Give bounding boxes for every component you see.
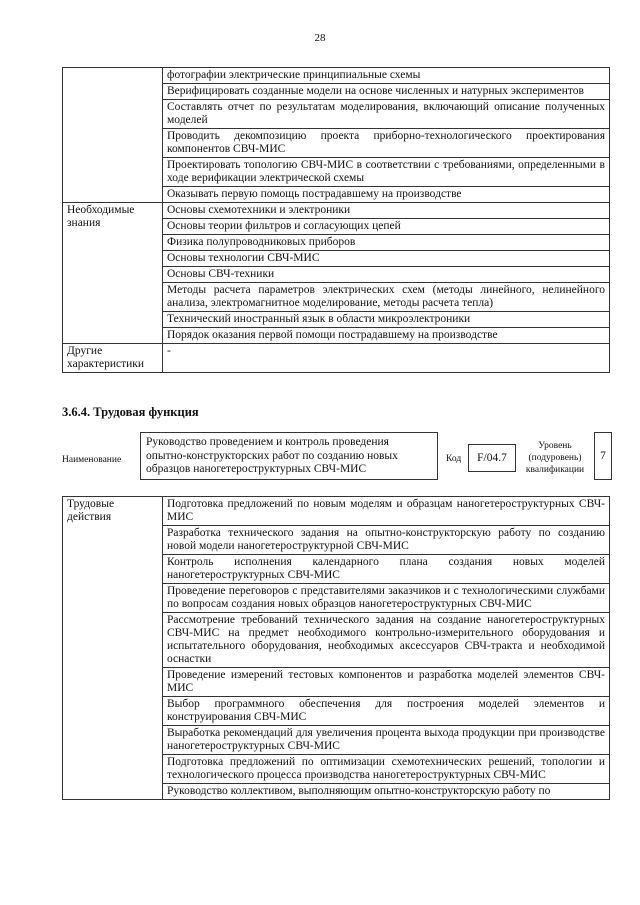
row-text: - <box>163 344 610 373</box>
row-text: Составлять отчет по результатам моделирования, включающий описание полученных моделей <box>163 100 610 129</box>
row-text: Физика полупроводниковых приборов <box>163 235 610 251</box>
row-group-label: Необходимые знания <box>63 203 163 344</box>
table-row <box>63 68 610 84</box>
row-group-label: Трудовые действия <box>63 497 163 800</box>
function-name-box: Руководство проведением и контроль проведения опытно-конструкторских работ по созданию новых образцов наногетероструктурных СВЧ-МИС <box>140 432 438 480</box>
row-text: Контроль исполнения календарного плана создания новых моделей наногетероструктурных СВЧ-МИС <box>163 555 610 584</box>
row-text: фотографии электрические принципиальные схемы <box>163 68 610 84</box>
skills-knowledge-table <box>62 67 610 373</box>
row-text: Верифицировать созданные модели на основе численных и натурных экспериментов <box>163 84 610 100</box>
row-text: Выбор программного обеспечения для построения моделей элементов и конструирования СВЧ-МИС <box>163 697 610 726</box>
row-text: Основы теории фильтров и согласующих цепей <box>163 219 610 235</box>
labor-actions-table <box>62 496 610 800</box>
row-text: Разработка технического задания на опытно-конструкторскую работу по созданию новой модели наногетероструктурной СВЧ-МИС <box>163 526 610 555</box>
row-text: Проведение переговоров с представителями заказчиков и с технологическими службами по вопросам создания новых образцов наногетероструктурных СВЧ-МИС <box>163 584 610 613</box>
row-text: Проектировать топологию СВЧ-МИС в соответствии с требованиями, определенными в ходе верификации электрической схемы <box>163 158 610 187</box>
row-text: Основы технологии СВЧ-МИС <box>163 251 610 267</box>
level-box: 7 <box>594 432 612 480</box>
section-heading: 3.6.4. Трудовая функция <box>62 405 199 419</box>
row-text: Проведение измерений тестовых компонентов и разработка моделей элементов СВЧ-МИС <box>163 668 610 697</box>
row-text: Оказывать первую помощь пострадавшему на производстве <box>163 187 610 203</box>
row-text: Подготовка предложений по оптимизации схемотехнических решений, топологии и технологического процесса производства наногетероструктурных СВЧ-МИС <box>163 755 610 784</box>
row-group-label <box>63 68 163 203</box>
row-text: Основы СВЧ-техники <box>163 267 610 283</box>
code-label: Код <box>446 454 462 464</box>
table-row <box>63 203 610 219</box>
row-group-label: Другие характеристики <box>63 344 163 373</box>
row-text: Основы схемотехники и электроники <box>163 203 610 219</box>
row-text: Рассмотрение требований технического задания на создание наногетероструктурных СВЧ-МИС на предмет необходимого контрольно-измерительного оборудования и испытательного оборудования, необходимых аксессуаров СВЧ-тракта и необходимой оснастки <box>163 613 610 668</box>
row-text: Проводить декомпозицию проекта приборно-технологического проектирования компонентов СВЧ-МИС <box>163 129 610 158</box>
row-text: Подготовка предложений по новым моделям и образцам наногетероструктурных СВЧ-МИС <box>163 497 610 526</box>
level-label: Уровень (подуровень) квалификации <box>525 441 585 475</box>
page-number: 28 <box>314 32 326 44</box>
row-text: Руководство коллективом, выполняющим опытно-конструкторскую работу по <box>163 784 610 800</box>
table-row <box>63 344 610 373</box>
row-text: Порядок оказания первой помощи пострадавшему на производстве <box>163 328 610 344</box>
code-box: F/04.7 <box>468 444 516 472</box>
row-text: Выработка рекомендаций для увеличения процента выхода продукции при производстве наногетероструктурных СВЧ-МИС <box>163 726 610 755</box>
row-text: Технический иностранный язык в области микроэлектроники <box>163 312 610 328</box>
table-row <box>63 497 610 526</box>
row-text: Методы расчета параметров электрических схем (методы линейного, нелинейного анализа, электромагнитное моделирование, методы расчета тепла) <box>163 283 610 312</box>
name-label: Наименование <box>62 455 122 465</box>
